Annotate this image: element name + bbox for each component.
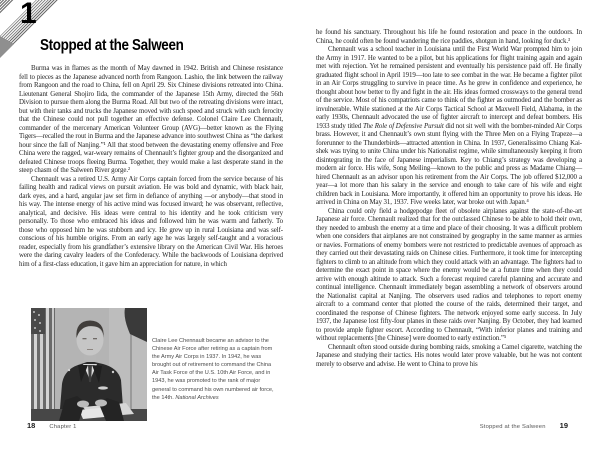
right-page-footer [480,421,568,430]
page-number: 18 [27,421,36,430]
left-page-footer [27,421,77,430]
text-run: Claire Lee Chennault became an advisor to the Chinese Air Force after retiring as a captain from the Army Air Corps in 1937. In 1942, he was brought out of retirement to command the China Air Task Force of the U.S. 10th Air Force, and in 1943, he was promoted to the rank of major general to command his own numbered air force, the 14th. [152,338,274,401]
paragraph [316,29,582,46]
chennault-photo-graphic [31,308,147,421]
right-text-column [316,29,582,369]
paragraph [316,46,582,208]
right-page [300,0,600,450]
chennault-photo [31,308,147,421]
page-number: 19 [559,421,568,430]
italic-text-run: The Role of Defensive Pursuit [362,122,444,130]
chapter-number: 1 [20,0,37,30]
chapter-title: Stopped at the Salween [40,37,184,54]
footer-section-label: Stopped at the Salween [479,424,546,430]
text-run: did not sit well with the bomber-minded Air Corps brass. However, it and Chennault’s own stunt flying with the Three Men on a Flying Trapeze—a forerunner to the Thunderbirds—attracted attention in China. In 1937, Generalissimo Chiang Kai-shek was trying to unite China under his Nationalist regime, while simultaneously keeping it from disintegrating in the face of Japanese imperialism. Key to Chiang’s strategy was developing a modern air force. His wife, Song Meiling—known to the public and press as Madame Chiang—hired Chennault as an advisor upon his retirement from the Air Corps. The job offered $12,000 a year—a lot more than his salary in the service and enough to take care of his wife and eight children back in Louisiana. More importantly, it offered him an opportunity to prove his ideas. He arrived in China on May 31, 1937. Five weeks later, war broke out with Japan.⁴ [316,122,582,206]
text-run: China could only field a hodgepodge fleet of obsolete airplanes against the state-of-the-art Japanese air force. Chennault realized that for the outclassed Chinese to be able to hold their own, they needed to ambush the enemy at a time and place of their choosing. It was a difficult problem when one considers that airplanes are not constrained by geography in the same manner as armies or navies. Formations of enemy bombers were not restricted to predictable avenues of approach as they carried out their devastating raids on Chinese cities. Furthermore, it took time for intercepting fighters to climb to an altitude from which they could attack with an advantage. The fighters had to determine the exact point in space where the enemy would be at a future time when they could arrive with enough altitude to attack. Such a forecast required careful planning and accurate and continual intelligence. Chennault immediately began assembling a network of observers around the Nationalist capital at Nanjing. The observers used radios and telephones to report enemy aircraft to a command center that plotted the course of the raids, determined their target, and coordinated the response of Chinese fighters. The network enjoyed some early success. In July 1937, the Japanese lost fifty-four planes in these raids over Nanjing. By October, they had learned to provide ample fighter escort. According to Chennault, “With inferior planes and training and without replacements [the Chinese] were doomed to early extinction.”⁵ [316,207,582,342]
text-run: Chennault was a retired U.S. Army Air Corps captain forced from the service because of his failing health and radical views on pursuit aviation. He was bold and dynamic, with black hair, dark eyes, and a hard, angular jaw set firm in defiance of anything —or anybody—that stood in his way. The intense energy of his active mind was focused inward; he was observant, reflective, analytical, and decisive. His ideas were central to his identity and he took criticism very personally. To those who embraced his ideas and followed him he was warm and fatherly. To those who opposed him he was stubborn and icy. He grew up in rural Louisiana and was self-conscious of his humble origins. From an early age he was largely self-taught and a voracious reader, especially from his grandfather’s extensive library on the American Civil War. His heroes were the daring cavalry leaders of the Confederacy. While the backwoods of Louisiana deprived him of a first-class education, it gave him an appreciation for nature, in which [19,175,283,268]
text-run: Burma was in flames as the month of May dawned in 1942. British and Chinese resistance fell to pieces as the Japanese advanced north from Rangoon. Lashio, the link between the railway from Rangoon and the road to China, fell on April 29. Six Chinese divisions retreated into China. Lieutenant General Shojiro Iida, the commander of the Japanese 15th Army, directed the 56th Division to pursue them along the Burma Road. All but two of the retreating divisions were intact, but with their tanks and trucks the Japanese moved with such speed and struck with such ferocity that the Chinese could not pull together an effective defense. Colonel Claire Lee Chennault, commander of the mercenary American Volunteer Group (AVG)—better known as the Flying Tigers—recalled the rout in Burma and the Japanese advance into southwest China as “the darkest hour since the fall of Nanjing.”¹ All that stood between the devastating enemy offensive and Free China were the ragged, war-weary remains of Chennault’s fighter group and the disorganized and defeated Chinese troops fleeing Burma. Together, they would make a last desperate stand in the steep chasm of the Salween River gorge.² [19,65,283,174]
paragraph [19,176,283,270]
paragraph [316,344,582,370]
italic-text-run: National Archives [175,394,219,401]
left-text-column [19,65,283,269]
text-run: he found his sanctuary. Throughout his life he found restoration and peace in the outdoors. In China, he could often be found wandering the rice paddies, shotgun in hand, looking for duck.³ [316,29,582,45]
paragraph [316,208,582,344]
paragraph [19,65,283,176]
text-run: Chennault was a school teacher in Louisiana until the First World War prompted him to join the Army in 1917. He wanted to be a pilot, but his applications for flight training again and again met with rejection. Yet he remained persistent and eventually his persistence paid off. He finally graduated flight school in April 1919—too late to see combat in the war. He became a fighter pilot in an Air Corps struggling to survive in peace time. As he grew in confidence and experience, he thought about how better to fly and fight in the air. His ideas formed crossways to the general trend of the service. Most of his compatriots came to think of the fighter as outmoded and the bomber as invulnerable. While stationed at the Air Corps Tactical School at Maxwell Field, Alabama, in the early 1930s, Chennault advocated the use of fighter aircraft to intercept and defeat bombers. His 1933 study titled [316,46,582,130]
photo-caption [152,337,279,402]
text-run: Chennault often stood outside during bombing raids, smoking a Camel cigarette, watching the Japanese and studying their tactics. His notes would later prove valuable, but he was not content merely to observe and advise. He went to China to prove his [316,343,582,368]
footer-section-label: Chapter 1 [49,424,77,430]
